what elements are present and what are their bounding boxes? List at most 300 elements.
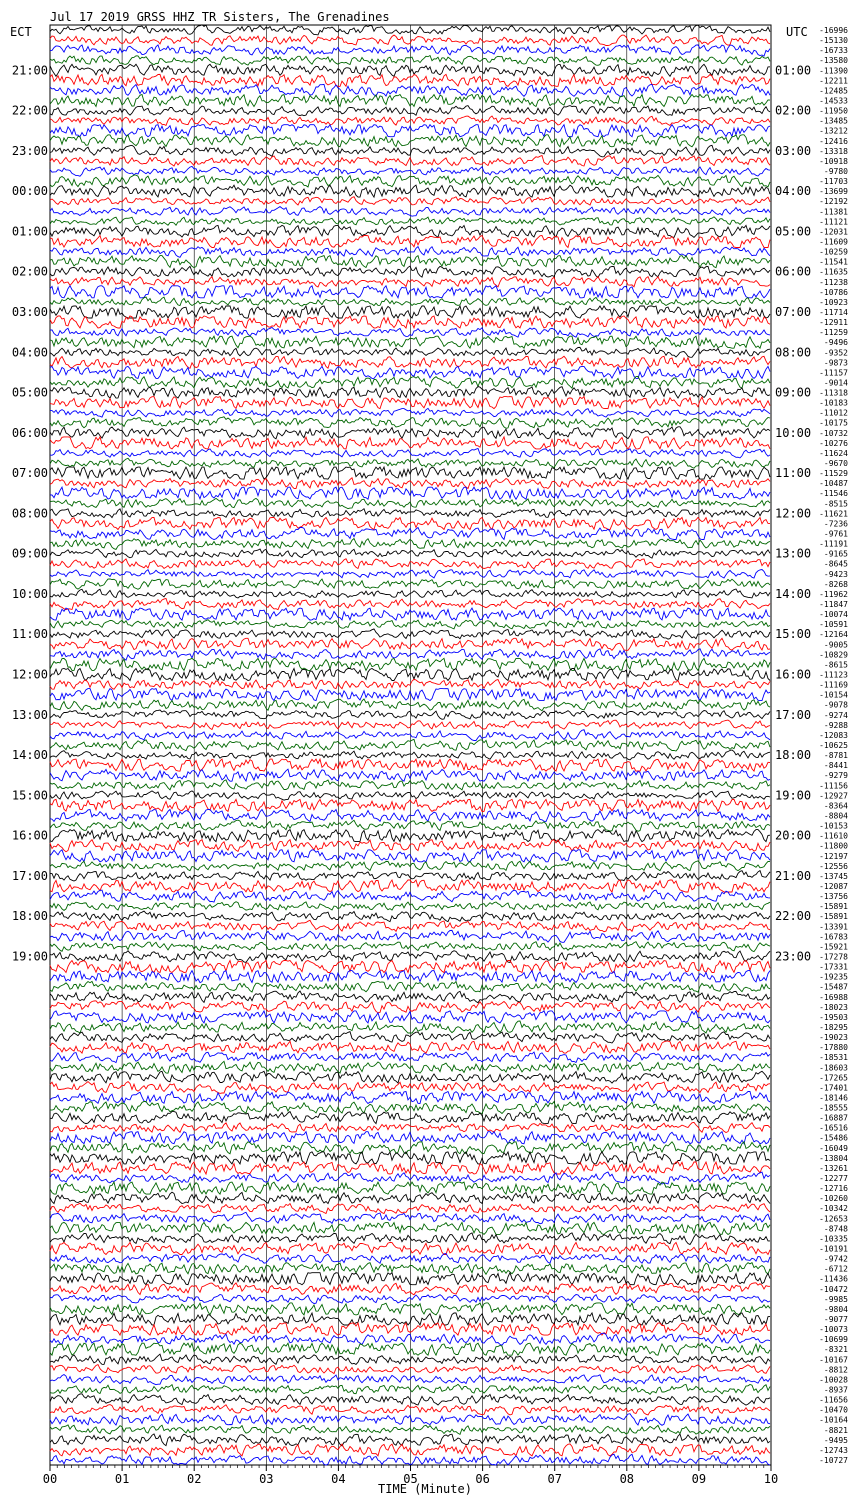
seismic-trace <box>50 1343 770 1355</box>
seismic-trace <box>50 1152 770 1164</box>
trace-offset-label: -13756 <box>819 892 848 902</box>
hour-label-right: 23:00 <box>775 949 812 964</box>
hour-label-left: 05:00 <box>11 385 48 400</box>
seismic-trace <box>50 145 770 157</box>
hour-label-right: 18:00 <box>775 748 812 763</box>
hour-label-left: 00:00 <box>11 184 48 199</box>
trace-offset-label: -13804 <box>819 1153 848 1163</box>
trace-offset-label: -11635 <box>819 267 848 277</box>
x-tick-label: 01 <box>114 1472 130 1486</box>
trace-offset-label: -17880 <box>819 1043 848 1053</box>
seismic-trace <box>50 1092 770 1104</box>
seismic-trace <box>50 336 770 348</box>
seismic-trace <box>50 579 770 589</box>
seismic-trace <box>50 1243 770 1255</box>
trace-offset-label: -11169 <box>819 680 848 690</box>
hour-label-right: 19:00 <box>775 788 812 803</box>
seismic-trace <box>50 1132 770 1144</box>
trace-offset-label: -10335 <box>819 1234 848 1244</box>
trace-offset-label: -15130 <box>819 36 848 46</box>
seismic-trace <box>50 1375 770 1385</box>
seismic-trace <box>50 1354 770 1364</box>
x-tick-label: 05 <box>403 1472 418 1486</box>
trace-offset-label: -11259 <box>819 328 848 338</box>
seismic-trace <box>50 74 770 86</box>
seismic-trace <box>50 930 770 942</box>
trace-offset-label: -13391 <box>819 922 848 932</box>
trace-offset-label: -13212 <box>819 126 848 136</box>
seismic-trace <box>50 1313 770 1325</box>
trace-offset-labels <box>819 26 848 1465</box>
seismic-trace <box>50 830 770 842</box>
trace-offset-label: -10829 <box>819 650 848 660</box>
trace-offset-label: -13699 <box>819 187 848 197</box>
trace-offset-label: -19023 <box>819 1033 848 1043</box>
trace-offset-label: -12277 <box>819 1174 848 1184</box>
trace-offset-label: -10175 <box>819 418 848 428</box>
seismic-trace <box>50 638 770 650</box>
trace-offset-label: -12927 <box>819 791 848 801</box>
hour-label-right: 12:00 <box>775 506 812 521</box>
trace-offset-label: -10923 <box>819 297 848 307</box>
trace-offset-label: -11950 <box>819 106 848 116</box>
seismic-trace <box>50 629 770 639</box>
seismic-trace <box>50 449 770 458</box>
hour-label-left: 11:00 <box>11 627 48 642</box>
seismic-trace <box>50 1102 770 1114</box>
trace-offset-label: -10487 <box>819 479 848 489</box>
seismic-trace <box>50 1071 770 1083</box>
trace-offset-label: -10164 <box>819 1415 848 1425</box>
seismic-trace <box>50 286 770 298</box>
trace-offset-label: -10259 <box>819 247 848 257</box>
trace-offset-label: -12485 <box>819 86 848 96</box>
trace-offset-label: -8804 <box>823 811 848 821</box>
trace-offset-label: -9873 <box>823 358 848 368</box>
x-tick-label: 02 <box>186 1472 202 1486</box>
seismic-trace <box>50 739 770 751</box>
seismic-trace <box>50 56 770 66</box>
trace-offset-label: -10699 <box>819 1335 848 1345</box>
right-hour-labels <box>775 63 811 963</box>
hour-label-right: 02:00 <box>775 103 812 118</box>
seismic-trace <box>50 1192 770 1203</box>
hour-label-left: 13:00 <box>11 707 48 722</box>
trace-group <box>50 25 770 1465</box>
trace-offset-label: -9077 <box>823 1315 848 1325</box>
trace-offset-label: -12197 <box>819 851 848 861</box>
seismic-trace <box>50 1112 770 1124</box>
seismic-trace <box>50 1405 770 1415</box>
trace-offset-label: -10727 <box>819 1456 848 1465</box>
seismic-trace <box>50 1444 770 1456</box>
trace-offset-label: -11156 <box>819 781 848 791</box>
seismic-trace <box>50 1394 770 1405</box>
trace-offset-label: -15891 <box>819 912 848 922</box>
seismic-trace <box>50 942 770 952</box>
hour-label-left: 12:00 <box>11 667 48 682</box>
seismic-trace <box>50 769 770 781</box>
seismic-trace <box>50 1021 770 1033</box>
seismic-trace <box>50 1233 770 1245</box>
hour-label-right: 11:00 <box>775 466 812 481</box>
seismic-trace <box>50 266 770 277</box>
trace-offset-label: -11318 <box>819 388 848 398</box>
trace-offset-label: -11157 <box>819 368 848 378</box>
x-tick-label: 00 <box>42 1472 58 1486</box>
trace-offset-label: -8515 <box>823 499 848 509</box>
hour-label-left: 14:00 <box>11 748 48 763</box>
trace-offset-label: -17265 <box>819 1073 848 1083</box>
hour-label-right: 01:00 <box>775 63 812 78</box>
hour-label-right: 05:00 <box>775 224 812 239</box>
seismic-trace <box>50 902 770 911</box>
hour-label-right: 15:00 <box>775 627 812 642</box>
seismic-trace <box>50 1041 770 1053</box>
seismic-trace <box>50 1253 770 1263</box>
trace-offset-label: -8321 <box>823 1345 848 1355</box>
trace-offset-label: -11962 <box>819 589 848 599</box>
trace-offset-label: -18555 <box>819 1103 848 1113</box>
seismic-trace <box>50 427 770 439</box>
hour-label-right: 16:00 <box>775 667 812 682</box>
hour-label-right: 22:00 <box>775 909 812 924</box>
trace-offset-label: -18531 <box>819 1053 848 1063</box>
trace-offset-label: -12083 <box>819 730 848 740</box>
seismic-trace <box>50 35 770 46</box>
trace-offset-label: -10472 <box>819 1284 848 1294</box>
seismic-trace <box>50 207 770 217</box>
trace-offset-label: -9780 <box>823 166 848 176</box>
seismic-trace <box>50 780 770 790</box>
seismic-trace <box>50 658 770 670</box>
hour-label-left: 09:00 <box>11 546 48 561</box>
seismic-trace <box>50 1273 770 1285</box>
trace-offset-label: -11546 <box>819 489 848 499</box>
trace-offset-label: -12743 <box>819 1445 848 1455</box>
trace-offset-label: -16516 <box>819 1123 848 1133</box>
seismic-trace <box>50 236 770 248</box>
seismic-trace <box>50 1384 770 1394</box>
trace-offset-label: -9985 <box>823 1294 848 1304</box>
trace-offset-label: -11390 <box>819 66 848 76</box>
seismic-trace <box>50 185 770 197</box>
hour-label-right: 06:00 <box>775 264 812 279</box>
seismic-trace <box>50 679 770 689</box>
trace-offset-label: -10260 <box>819 1194 848 1204</box>
trace-offset-label: -12653 <box>819 1214 848 1224</box>
trace-offset-label: -7236 <box>823 519 848 529</box>
trace-offset-label: -9496 <box>823 338 848 348</box>
seismic-trace <box>50 1303 770 1315</box>
seismic-trace <box>50 620 770 629</box>
seismic-trace <box>50 570 770 579</box>
trace-offset-label: -10167 <box>819 1355 848 1365</box>
trace-offset-label: -11847 <box>819 600 848 610</box>
seismic-trace <box>50 861 770 871</box>
trace-offset-label: -11121 <box>819 217 848 227</box>
seismic-trace <box>50 106 770 116</box>
trace-offset-label: -18603 <box>819 1063 848 1073</box>
trace-offset-label: -8268 <box>823 579 848 589</box>
trace-offset-label: -10073 <box>819 1325 848 1335</box>
trace-offset-label: -17331 <box>819 962 848 972</box>
trace-offset-label: -15891 <box>819 902 848 912</box>
trace-offset-label: -9423 <box>823 569 848 579</box>
seismic-trace <box>50 759 770 771</box>
seismic-trace <box>50 417 770 429</box>
x-tick-label: 07 <box>547 1472 562 1486</box>
hour-label-left: 17:00 <box>11 868 48 883</box>
x-axis-label: TIME (Minute) <box>378 1482 472 1496</box>
seismic-trace <box>50 347 770 357</box>
trace-offset-label: -8441 <box>823 761 848 771</box>
seismic-trace <box>50 387 770 399</box>
trace-offset-label: -9352 <box>823 348 848 358</box>
trace-offset-label: -12556 <box>819 861 848 871</box>
trace-offset-label: -9670 <box>823 459 848 469</box>
trace-offset-label: -11529 <box>819 469 848 479</box>
trace-offset-label: -12211 <box>819 76 848 86</box>
seismic-trace <box>50 467 770 479</box>
seismic-trace <box>50 1061 770 1073</box>
seismic-trace <box>50 971 770 983</box>
trace-offset-label: -9274 <box>823 710 848 720</box>
seismic-trace <box>50 890 770 902</box>
trace-offset-label: -10342 <box>819 1204 848 1214</box>
hour-label-left: 02:00 <box>11 264 48 279</box>
trace-offset-label: -16887 <box>819 1113 848 1123</box>
seismic-trace <box>50 1212 770 1224</box>
hour-label-left: 03:00 <box>11 304 48 319</box>
trace-offset-label: -11800 <box>819 841 848 851</box>
trace-offset-label: -10183 <box>819 398 848 408</box>
seismic-trace <box>50 1011 770 1023</box>
seismic-trace <box>50 95 770 107</box>
seismic-trace <box>50 669 770 681</box>
trace-offset-label: -11012 <box>819 408 848 418</box>
hour-label-left: 23:00 <box>11 143 48 158</box>
seismic-trace <box>50 225 770 237</box>
trace-offset-label: -12416 <box>819 136 848 146</box>
trace-offset-label: -18295 <box>819 1022 848 1032</box>
seismic-trace <box>50 1414 770 1426</box>
trace-offset-label: -11624 <box>819 448 848 458</box>
trace-offset-label: -13580 <box>819 56 848 66</box>
x-tick-label: 06 <box>475 1472 490 1486</box>
seismic-trace <box>50 247 770 258</box>
seismic-trace <box>50 991 770 1003</box>
trace-offset-label: -9165 <box>823 549 848 559</box>
trace-offset-label: -8937 <box>823 1385 848 1395</box>
hour-label-left: 01:00 <box>11 224 48 239</box>
seismic-trace <box>50 589 770 598</box>
trace-offset-label: -12031 <box>819 227 848 237</box>
trace-offset-label: -8645 <box>823 559 848 569</box>
seismic-trace <box>50 730 770 741</box>
hour-label-left: 19:00 <box>11 949 48 964</box>
right-timezone-label: UTC <box>786 25 808 39</box>
seismic-trace <box>50 166 770 176</box>
left-timezone-label: ECT <box>10 25 32 39</box>
seismic-trace <box>50 791 770 800</box>
hour-label-right: 03:00 <box>775 143 812 158</box>
seismic-trace <box>50 850 770 862</box>
trace-offset-label: -12911 <box>819 318 848 328</box>
trace-offset-label: -10074 <box>819 610 848 620</box>
seismic-trace <box>50 498 770 508</box>
seismic-trace <box>50 539 770 550</box>
seismic-trace <box>50 478 770 489</box>
seismic-trace <box>50 316 770 328</box>
trace-offset-label: -19503 <box>819 1012 848 1022</box>
seismic-trace <box>50 1203 770 1213</box>
trace-offset-label: -16783 <box>819 932 848 942</box>
hour-label-right: 14:00 <box>775 586 812 601</box>
trace-offset-label: -11123 <box>819 670 848 680</box>
trace-offset-label: -12087 <box>819 881 848 891</box>
trace-offset-label: -12164 <box>819 630 848 640</box>
trace-offset-label: -8781 <box>823 751 848 761</box>
trace-offset-label: -12716 <box>819 1184 848 1194</box>
seismic-trace <box>50 116 770 125</box>
seismic-trace <box>50 197 770 205</box>
trace-offset-label: -8748 <box>823 1224 848 1234</box>
trace-offset-label: -18023 <box>819 1002 848 1012</box>
seismic-trace <box>50 1052 770 1063</box>
seismic-trace <box>50 1082 770 1094</box>
seismic-trace <box>50 981 770 992</box>
trace-offset-label: -11436 <box>819 1274 848 1284</box>
seismic-trace <box>50 1263 770 1275</box>
seismic-trace <box>50 1323 770 1335</box>
trace-offset-label: -11238 <box>819 277 848 287</box>
seismic-trace <box>50 84 770 96</box>
trace-offset-label: -13485 <box>819 116 848 126</box>
seismic-trace <box>50 720 770 729</box>
hour-label-right: 20:00 <box>775 828 812 843</box>
trace-offset-label: -10918 <box>819 156 848 166</box>
seismic-trace <box>50 750 770 760</box>
trace-offset-label: -11714 <box>819 307 848 317</box>
x-tick-label: 03 <box>259 1472 274 1486</box>
seismic-trace <box>50 608 770 620</box>
hour-label-left: 21:00 <box>11 63 48 78</box>
trace-offset-label: -17401 <box>819 1083 848 1093</box>
trace-offset-label: -10153 <box>819 821 848 831</box>
hour-label-right: 09:00 <box>775 385 812 400</box>
seismic-trace <box>50 951 770 963</box>
seismic-trace <box>50 487 770 499</box>
hour-label-left: 06:00 <box>11 425 48 440</box>
seismic-trace <box>50 820 770 831</box>
hour-label-right: 17:00 <box>775 707 812 722</box>
trace-offset-label: -9804 <box>823 1304 848 1314</box>
trace-offset-label: -11621 <box>819 509 848 519</box>
trace-offset-label: -11703 <box>819 177 848 187</box>
seismic-trace <box>50 518 770 530</box>
seismic-trace <box>50 649 770 660</box>
seismic-trace <box>50 297 770 306</box>
seismic-trace <box>50 1454 770 1465</box>
hour-label-right: 13:00 <box>775 546 812 561</box>
trace-offset-label: -15487 <box>819 982 848 992</box>
seismic-trace <box>50 920 770 931</box>
trace-offset-label: -15921 <box>819 942 848 952</box>
trace-offset-label: -12192 <box>819 197 848 207</box>
trace-offset-label: -14533 <box>819 96 848 106</box>
seismic-trace <box>50 1434 770 1446</box>
hour-label-left: 18:00 <box>11 909 48 924</box>
left-hour-labels <box>12 63 48 963</box>
trace-offset-label: -10028 <box>819 1375 848 1385</box>
trace-offset-label: -17278 <box>819 952 848 962</box>
seismic-trace <box>50 327 770 337</box>
seismic-trace <box>50 559 770 569</box>
hour-label-right: 07:00 <box>775 304 812 319</box>
trace-offset-label: -10276 <box>819 438 848 448</box>
hour-label-right: 08:00 <box>775 345 812 360</box>
seismic-trace <box>50 810 770 822</box>
seismic-trace <box>50 699 770 711</box>
seismic-trace <box>50 961 770 973</box>
trace-offset-label: -9005 <box>823 640 848 650</box>
hour-label-left: 15:00 <box>11 788 48 803</box>
trace-offset-label: -9288 <box>823 720 848 730</box>
trace-offset-label: -9279 <box>823 771 848 781</box>
trace-offset-label: -10191 <box>819 1244 848 1254</box>
hour-label-right: 04:00 <box>775 184 812 199</box>
trace-offset-label: -11656 <box>819 1395 848 1405</box>
seismic-trace <box>50 1142 770 1154</box>
trace-offset-label: -16733 <box>819 46 848 56</box>
trace-offset-label: -9742 <box>823 1254 848 1264</box>
seismic-trace <box>50 277 770 287</box>
seismic-trace <box>50 549 770 558</box>
trace-offset-label: -10732 <box>819 428 848 438</box>
seismic-trace <box>50 175 770 187</box>
trace-offset-label: -11191 <box>819 539 848 549</box>
seismic-trace <box>50 911 770 922</box>
trace-offset-label: -9495 <box>823 1435 848 1445</box>
hour-label-left: 07:00 <box>11 466 48 481</box>
seismic-trace <box>50 135 770 147</box>
x-tick-label: 08 <box>619 1472 635 1486</box>
seismic-trace <box>50 125 770 137</box>
x-tick-label: 04 <box>331 1472 346 1486</box>
seismic-trace <box>50 217 770 225</box>
trace-offset-label: -13745 <box>819 871 848 881</box>
seismic-trace <box>50 1222 770 1234</box>
x-tick-label: 09 <box>691 1472 707 1486</box>
trace-offset-label: -16049 <box>819 1143 848 1153</box>
trace-offset-label: -10591 <box>819 620 848 630</box>
trace-offset-label: -18146 <box>819 1093 848 1103</box>
trace-offset-label: -10154 <box>819 690 848 700</box>
trace-offset-label: -13261 <box>819 1163 848 1173</box>
trace-offset-label: -10470 <box>819 1405 848 1415</box>
seismic-trace <box>50 508 770 517</box>
hour-label-left: 22:00 <box>11 103 48 118</box>
trace-offset-label: -10786 <box>819 287 848 297</box>
trace-offset-label: -8821 <box>823 1425 848 1435</box>
seismic-trace <box>50 408 770 417</box>
trace-offset-label: -16988 <box>819 992 848 1002</box>
seismic-trace <box>50 689 770 701</box>
seismic-trace <box>50 1122 770 1132</box>
seismic-trace <box>50 799 770 811</box>
seismic-trace <box>50 156 770 167</box>
